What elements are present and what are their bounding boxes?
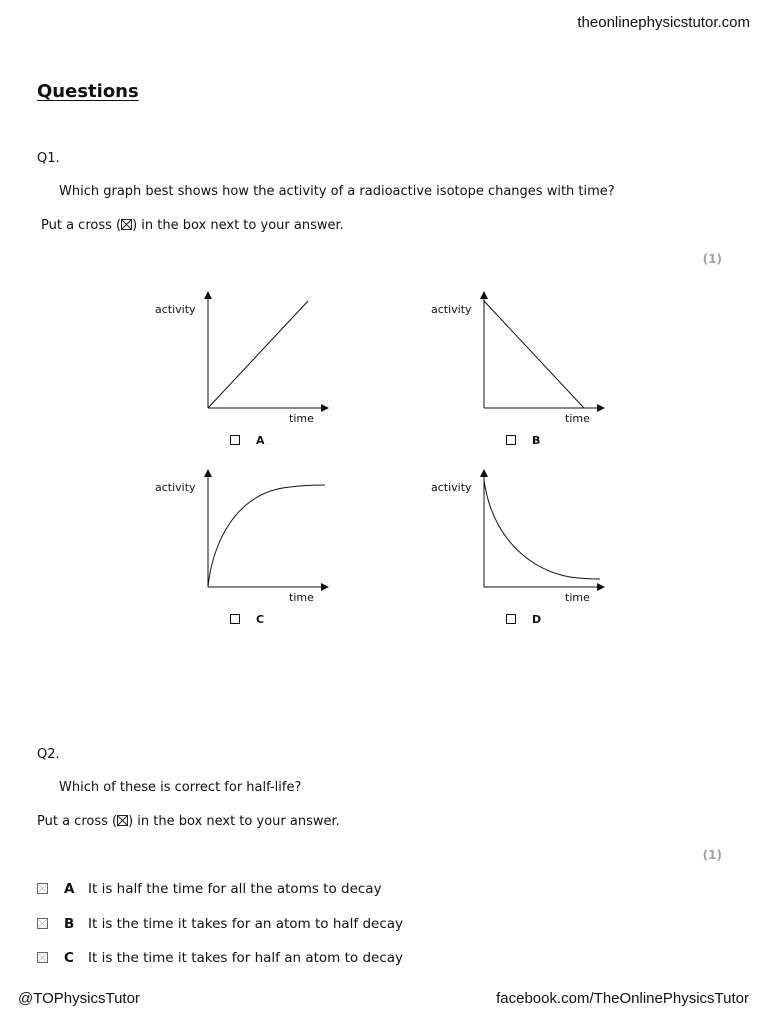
graph-c-checkbox[interactable] [231,615,240,624]
q2-question: Which of these is correct for half-life? [59,780,302,795]
q2-option-c-letter: C [64,950,74,966]
q1-marks: (1) [702,252,722,266]
graph-a-ylabel: activity [155,303,196,316]
q1-number: Q1. [37,151,60,166]
graph-a-line [208,301,308,408]
q1-graphs [0,280,768,640]
crossed-box-icon [117,815,128,826]
q2-instruction-post: ) in the box next to your answer. [128,814,340,829]
site-url: theonlinephysicstutor.com [577,14,750,31]
q1-question: Which graph best shows how the activity of a radioactive isotope changes with time? [59,184,615,199]
graph-c-curve [208,485,325,587]
graph-b-line [484,301,584,408]
graph-d-checkbox[interactable] [507,615,516,624]
graph-d-letter: D [532,613,542,626]
footer-facebook[interactable]: facebook.com/TheOnlinePhysicsTutor [496,990,749,1007]
q2-option-a-letter: A [64,881,75,897]
q2-option-a-text: It is half the time for all the atoms to decay [88,881,382,897]
graph-a [155,292,328,447]
graph-a-checkbox[interactable] [231,436,240,445]
q2-option-b-text: It is the time it takes for an atom to half decay [88,916,404,932]
graph-b-ylabel: activity [431,303,472,316]
answer-checkbox-icon[interactable] [37,883,48,894]
graph-b [431,292,604,447]
graph-d-ylabel: activity [431,481,472,494]
graph-b-xlabel: time [565,412,590,425]
q2-option-b[interactable] [37,916,403,932]
q1-instruction-post: ) in the box next to your answer. [132,218,344,233]
q2-instruction [37,814,340,829]
crossed-box-icon [121,219,132,230]
graph-a-letter: A [256,434,265,447]
graph-a-xlabel: time [289,412,314,425]
graph-c [155,470,328,626]
q2-option-c[interactable] [37,950,403,966]
graph-c-xlabel: time [289,591,314,604]
answer-checkbox-icon[interactable] [37,918,48,929]
q1-instruction [41,218,344,233]
q2-marks: (1) [702,848,722,862]
q2-option-c-text: It is the time it takes for half an atom to decay [88,950,404,966]
graph-c-letter: C [256,613,265,626]
footer-twitter[interactable]: @TOPhysicsTutor [18,990,140,1007]
graph-d-curve [484,480,600,579]
graph-d [431,470,604,626]
graph-c-ylabel: activity [155,481,196,494]
graph-b-letter: B [532,434,541,447]
graph-d-xlabel: time [565,591,590,604]
page-heading: Questions [37,81,139,102]
q2-number: Q2. [37,747,60,762]
q2-option-a[interactable] [37,881,382,897]
answer-checkbox-icon[interactable] [37,952,48,963]
graph-b-checkbox[interactable] [507,436,516,445]
q1-instruction-pre: Put a cross ( [41,218,122,233]
q2-instruction-pre: Put a cross ( [37,814,118,829]
q2-option-b-letter: B [64,916,75,932]
